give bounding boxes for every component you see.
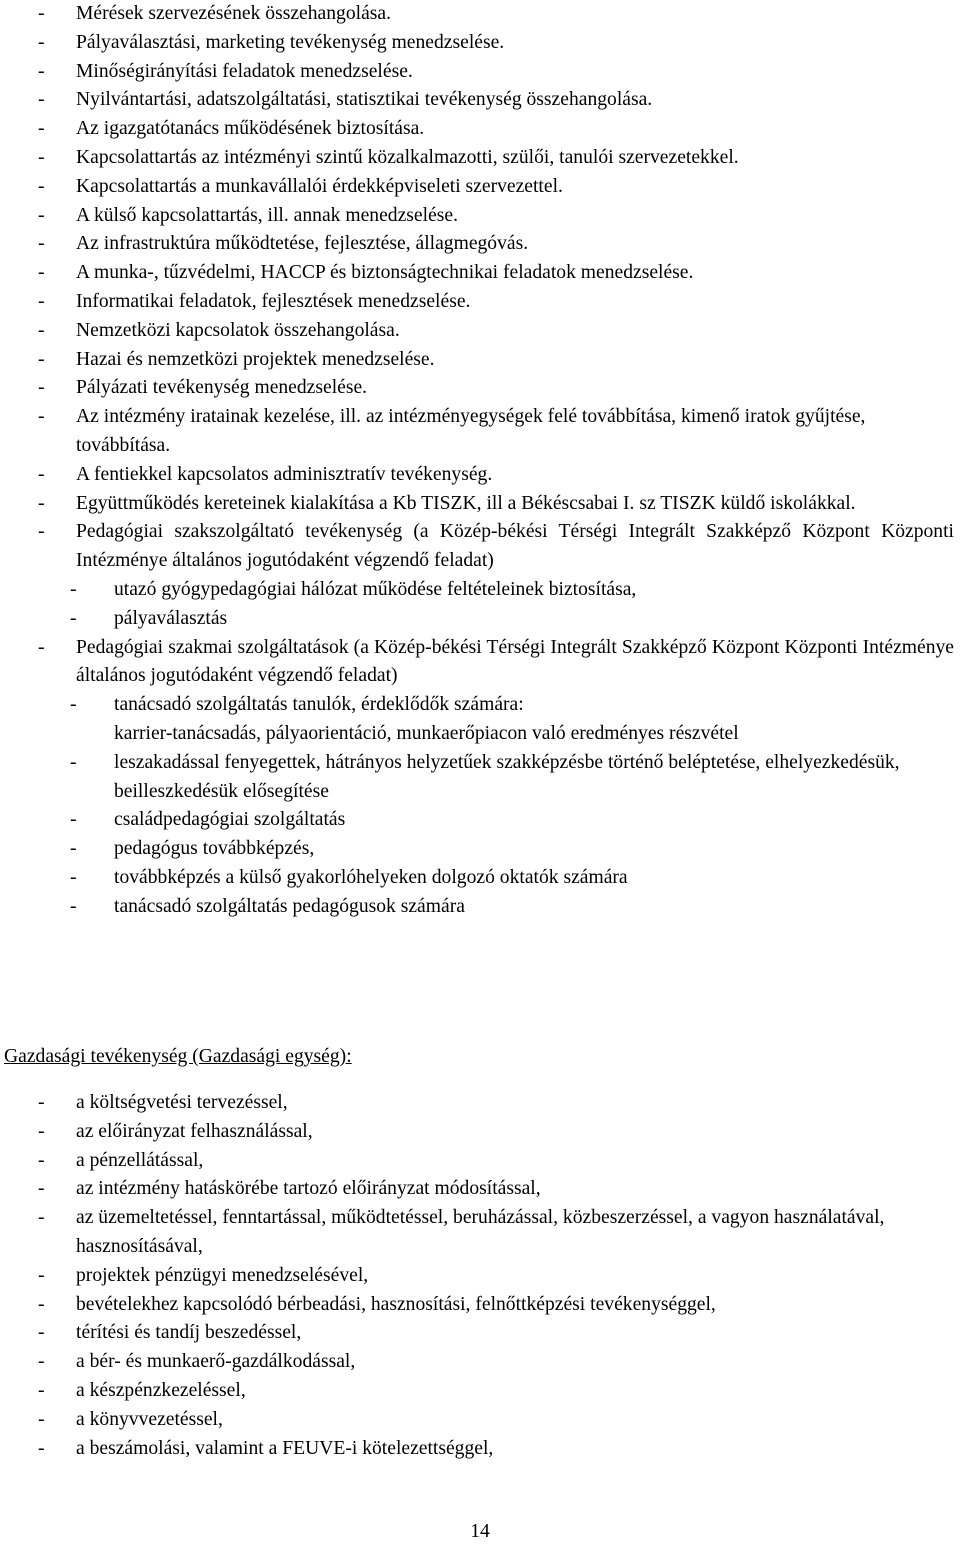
list-item-pedagogical-professional-service: - Pedagógiai szakmai szolgáltatások (a Közép-békési Térségi Integrált Szakképző Központ Központi Intézménye általános jogutódaként végzendő feladat) [38, 636, 954, 687]
sub-list-item: - tanácsadó szolgáltatás tanulók, érdeklődők számára: [70, 694, 524, 716]
sub-list-item-continuation: karrier-tanácsadás, pályaorientáció, munkaerőpiacon való eredményes részvétel [114, 722, 739, 744]
list-item: - A külső kapcsolattartás, ill. annak menedzselése. [38, 204, 458, 226]
list-item: - Informatikai feladatok, fejlesztések menedzselése. [38, 290, 471, 312]
list-item: - a beszámolási, valamint a FEUVE-i kötelezettséggel, [38, 1437, 494, 1459]
list-item-pedagogical-service: - Pedagógiai szakszolgáltató tevékenység (a Közép-békési Térségi Integrált Szakképző Központ Központi Intézménye általános jogutódaként végzendő feladat) [38, 521, 954, 572]
sub-list-item: - továbbképzés a külső gyakorlóhelyeken dolgozó oktatók számára [70, 866, 628, 888]
list-item: - a költségvetési tervezéssel, [38, 1092, 288, 1113]
list-item: - Az infrastruktúra működtetése, fejlesztése, állagmegóvás. [38, 233, 529, 255]
list-item: - a bér- és munkaerő-gazdálkodással, [38, 1351, 356, 1373]
list-item: - Nemzetközi kapcsolatok összehangolása. [38, 319, 400, 341]
list-item: - Minőségirányítási feladatok menedzselése. [38, 60, 413, 82]
sub-list-item: - családpedagógiai szolgáltatás [70, 809, 346, 831]
economic-task-list [0, 1089, 960, 1463]
list-item: - a pénzellátással, [38, 1149, 204, 1171]
list-item: - projektek pénzügyi menedzselésével, [38, 1264, 369, 1286]
list-item: - Hazai és nemzetközi projektek menedzselése. [38, 348, 435, 370]
list-item: - az előirányzat felhasználással, [38, 1120, 313, 1142]
page-number: 14 [470, 1521, 490, 1542]
list-item: - térítési és tandíj beszedéssel, [38, 1322, 302, 1344]
list-item: - bevételekhez kapcsolódó bérbeadási, hasznosítási, felnőttképzési tevékenységgel, [38, 1293, 716, 1315]
sub-list-item: - leszakadással fenyegettek, hátrányos helyzetűek szakképzésbe történő beléptetése, elhelyezkedésük, beilleszkedésük elősegítése [70, 751, 900, 802]
list-item: - Mérések szervezésének összehangolása. [38, 3, 391, 24]
list-item: - az intézmény hatáskörébe tartozó előirányzat módosítással, [38, 1178, 541, 1200]
list-item: - Pályázati tevékenység menedzselése. [38, 377, 368, 399]
list-item: - Pályaválasztási, marketing tevékenység menedzselése. [38, 31, 505, 53]
list-item: - az üzemeltetéssel, fenntartással, működtetéssel, beruházással, közbeszerzéssel, a vagyon használatával, hasznosításával, [38, 1207, 885, 1257]
list-item: - a készpénzkezeléssel, [38, 1379, 246, 1401]
list-item: - Kapcsolattartás a munkavállalói érdekképviseleti szervezettel. [38, 175, 563, 197]
sub-list-item: - utazó gyógypedagógiai hálózat működése feltételeinek biztosítása, [70, 578, 637, 600]
sub-list-item: - tanácsadó szolgáltatás pedagógusok számára [70, 895, 465, 917]
section-heading: Gazdasági tevékenység (Gazdasági egység): [4, 1046, 352, 1067]
list-item: - Kapcsolattartás az intézményi szintű közalkalmazotti, szülői, tanulói szervezetekkel. [38, 146, 739, 168]
list-item: - Az igazgatótanács működésének biztosítása. [38, 118, 425, 140]
list-item: - Együttműködés kereteinek kialakítása a Kb TISZK, ill a Békéscsabai I. sz TISZK küldő iskolákkal. [38, 492, 856, 514]
sub-list-item: - pályaválasztás [70, 607, 228, 629]
list-item: - A fentiekkel kapcsolatos adminisztratív tevékenység. [38, 463, 493, 485]
list-item: - A munka-, tűzvédelmi, HACCP és biztonságtechnikai feladatok menedzselése. [38, 262, 694, 284]
list-item: - a könyvvezetéssel, [38, 1408, 223, 1430]
sub-list-item: - pedagógus továbbképzés, [70, 838, 315, 860]
list-item: - Az intézmény iratainak kezelése, ill. az intézményegységek felé továbbítása, kimenő iratok gyűjtése, továbbítása. [38, 406, 866, 456]
list-item: - Nyilvántartási, adatszolgáltatási, statisztikai tevékenység összehangolása. [38, 89, 653, 111]
